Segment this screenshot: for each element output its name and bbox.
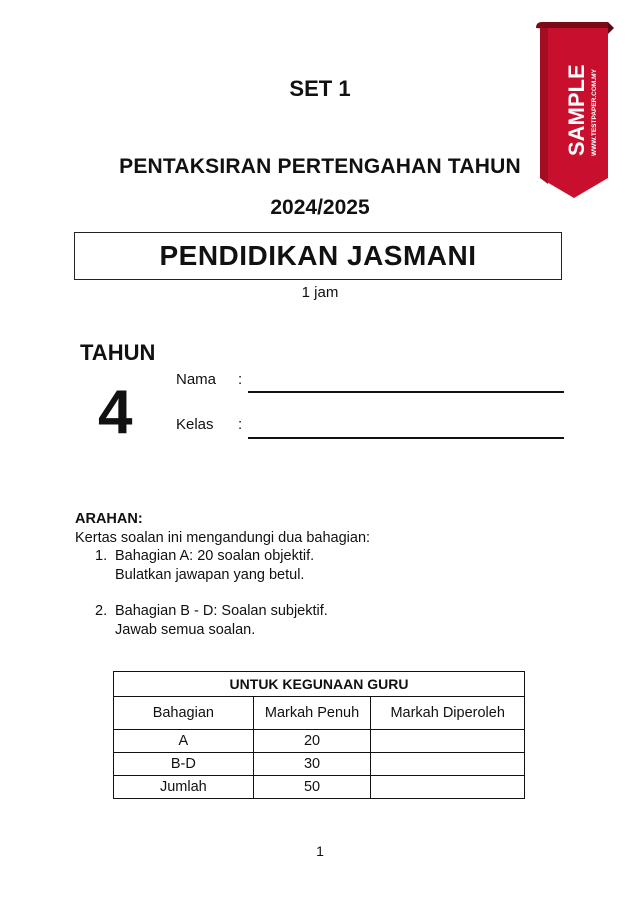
year-number: 4	[98, 378, 133, 447]
table-row	[114, 753, 525, 776]
table-cell: A	[114, 730, 254, 753]
exam-title: PENTAKSIRAN PERTENGAHAN TAHUN	[119, 155, 521, 178]
marks-obtained-cell[interactable]	[371, 776, 525, 799]
instruction-number: 1.	[95, 548, 108, 564]
table-header: Bahagian	[114, 697, 254, 730]
table-cell: 50	[253, 776, 371, 799]
instruction-item	[75, 547, 370, 584]
nama-label: Nama	[176, 371, 217, 388]
subject-box	[74, 232, 562, 280]
kelas-colon: :	[238, 416, 243, 433]
instructions-heading: ARAHAN:	[75, 511, 143, 527]
sample-ribbon-watermark	[532, 18, 618, 202]
table-cell: B-D	[114, 753, 254, 776]
table-header: Markah Penuh	[253, 697, 371, 730]
instruction-line: Bahagian B - D: Soalan subjektif.	[115, 603, 328, 619]
table-cell: 30	[253, 753, 371, 776]
sample-ribbon-url: WWW.TESTPAPER.COM.MY	[591, 69, 598, 156]
subject-title: PENDIDIKAN JASMANI	[159, 240, 477, 271]
kelas-label: Kelas	[176, 416, 214, 433]
instruction-item	[75, 602, 370, 639]
exam-year: 2024/2025	[270, 196, 370, 219]
instructions	[75, 510, 370, 639]
set-label: SET 1	[289, 76, 351, 101]
marks-obtained-cell[interactable]	[371, 730, 525, 753]
sample-ribbon-text: SAMPLE	[564, 64, 589, 156]
instruction-line: Jawab semua soalan.	[115, 621, 256, 638]
nama-field[interactable]	[248, 391, 564, 393]
page-number: 1	[316, 843, 324, 859]
table-title: UNTUK KEGUNAAN GURU	[114, 672, 525, 697]
table-row	[114, 776, 525, 799]
teacher-use-table	[113, 671, 525, 799]
nama-colon: :	[238, 371, 243, 388]
instruction-number: 2.	[95, 603, 108, 619]
instruction-line: Bulatkan jawapan yang betul.	[115, 566, 305, 583]
table-row	[114, 730, 525, 753]
instruction-line: Bahagian A: 20 soalan objektif.	[115, 548, 315, 564]
table-cell: Jumlah	[114, 776, 254, 799]
year-label: TAHUN	[80, 340, 156, 365]
kelas-field[interactable]	[248, 437, 564, 439]
table-header: Markah Diperoleh	[371, 697, 525, 730]
duration: 1 jam	[301, 284, 339, 301]
instructions-intro: Kertas soalan ini mengandungi dua bahagian:	[75, 529, 371, 546]
table-cell: 20	[253, 730, 371, 753]
marks-obtained-cell[interactable]	[371, 753, 525, 776]
